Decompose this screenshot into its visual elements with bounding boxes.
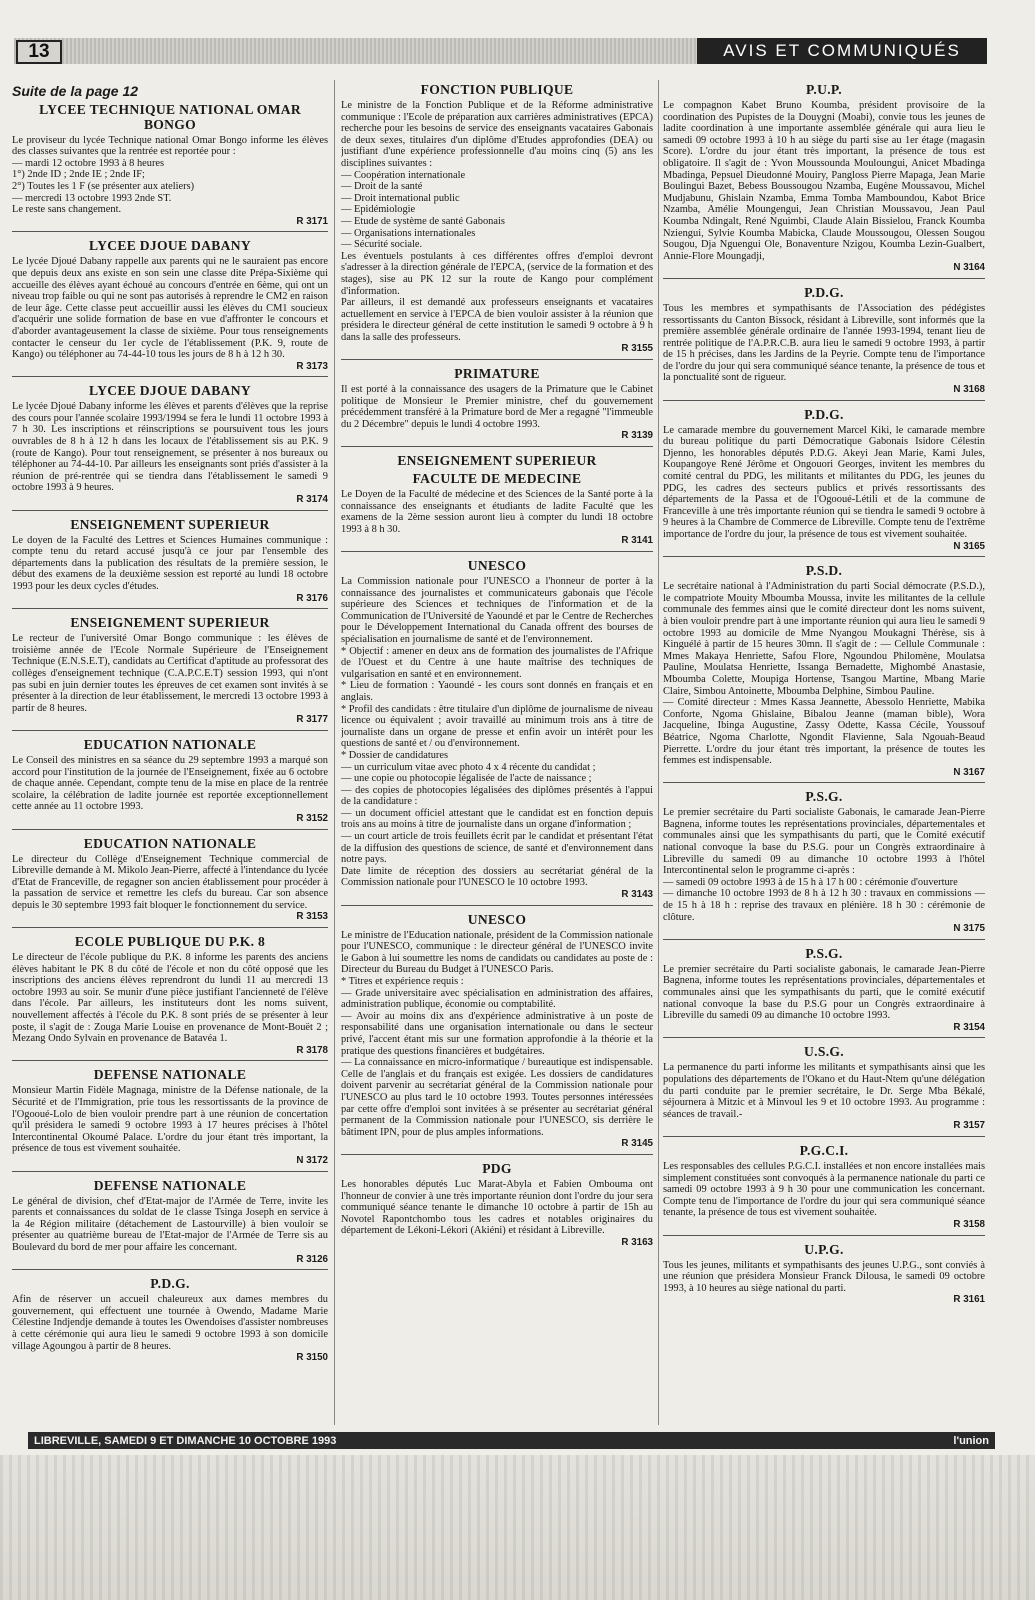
notice-fonction-publique <box>341 82 653 360</box>
notice-text: Le Conseil des ministres en sa séance du 29 septembre 1993 a marqué son accord pour l'institution de la journée de l'Enseignement, fixée au 6 octobre de chaque année. Cependant, compte tenu de la mise en place de la rentrée scolaire, la célébration de ladite journée est reportée exceptionnellement cette année au 11 octobre 1993. <box>12 754 328 813</box>
notice-title: LYCEE DJOUE DABANY <box>88 238 251 254</box>
notice-ecole-pk8 <box>12 934 328 1061</box>
notice-text: Le ministre de la Fonction Publique et de la Réforme administrative communique : l'Ecole de préparation aux carrières administratives (EPCA) recherche pour les besoins de service des enseignants vacataires Gabonais de deux sexes, titulaires d'un diplôme d'Etudes approfondies (DEA) ou justifiant d'une expérience professionnelle d'au moins cinq (5) ans les disciplines suivantes : <box>341 100 653 169</box>
notice-line: Le ministre de l'Education nationale, président de la Commission nationale pour l'UNESCO, communique : le directeur général de l'UNESCO invite le Gabon à lui soumettre les noms de candidats ou candidates au poste de : Directeur du Bureau du Budget à l'UNESCO Paris. <box>341 929 653 976</box>
page-number: 13 <box>16 40 62 64</box>
footer-paper-name: l'union <box>953 1434 989 1447</box>
notice-line: — un court article de trois feuillets écrit par le candidat et présentant l'état de la diffusion des questions de science, de santé et d'environnement dans notre pays. <box>341 831 653 866</box>
notice-lycee-omar-bongo <box>12 102 328 233</box>
notice-ref: R 3171 <box>296 215 328 227</box>
notice-ref: R 3141 <box>621 535 653 547</box>
notice-text: Le directeur du Collège d'Enseignement Technique commercial de Libreville demande à M. Mikolo Jean-Pierre, affecté à l'intendance du lycée d'Etat de Franceville, de regagner son ancien établissement pour procéder à la passation de service et remettre les clefs du bureau. Car son absence depuis le 30 septembre 1993 fait bloquer le fonctionnement du service. <box>12 853 328 911</box>
notice-text: Le doyen de la Faculté des Lettres et Sciences Humaines communique : compte tenu du retard accusé jusqu'à ce jour par l'ensemble des départements dans la publication des résultats de la première session, le début des examens de la deuxième session est reporté au lundi 18 octobre 1993 pour les deux cycles d'études. <box>12 534 328 592</box>
section-title: AVIS ET COMMUNIQUÉS <box>697 38 987 64</box>
notice-enseignement-superieur-2 <box>12 615 328 731</box>
notice-line: * Dossier de candidatures <box>341 749 449 761</box>
notice-djoue-dabany-1 <box>12 238 328 377</box>
notice-text: Les responsables des cellules P.G.C.I. installées et non encore installées mais simplement constituées sont convoqués à la permanence nationale du parti ce samedi 09 octobre 1993 à 9 h 30 pour une communication les concernant. Compte tenu de l'importance de l'ordre du jour qui sera communiqué séance tenante, la présence de tous est vivement souhaitée. <box>663 1160 985 1219</box>
notice-ref: R 3155 <box>621 343 653 355</box>
notice-title: PDG <box>482 1160 512 1176</box>
notice-faculte-medecine <box>341 453 653 552</box>
notice-text: Le lycée Djoué Dabany informe les élèves et parents d'élèves que la reprise des cours pour l'année scolaire 1993/1994 se fera le lundi 11 octobre 1993 à 7 h 30. Les inscriptions et réinscriptions se poursuivent tous les jours ouvrables de 8 h à 12 h dans les locaux de l'établissement sis au P.K. 9 (route de Kango). Pour tout renseignement, se présenter à nos bureaux ou téléphoner au 74-44-10. Par ailleurs les enseignants sont priés d'assister à la réunion de pré-rentrée qui se tiendra dans l'établissement le samedi 9 octobre 1993 à 9 heures. <box>12 401 328 494</box>
notice-defense-nationale-2 <box>12 1178 328 1271</box>
notice-text: Le camarade membre du gouvernement Marcel Kiki, le camarade membre du bureau politique du parti Démocratique Gabonais Isidore Célestin Djenno, les honorables députés P.D.G. Akeyi Jean Marie, Kami Jules, Koupangoye René Jérôme et Ongouori Georges, invitent les membres du comité central du PDG, les militants et militantes du PDG, les jeunes du PDG, les cadres des secteurs publics et privés ressortissants des départements de la Passa et de l'Ogooué-Létili et de la commune de Franceville à une très importante réunion qui se tiendra le samedi 9 octobre à 9 heures à la Chambre de Commerce de Libreville. Compte tenu de l'extrême importance de l'ordre du jour, la présence de tous est vivement souhaitée. <box>663 424 985 540</box>
notice-text: La permanence du parti informe les militants et sympathisants ainsi que les populations des départements de l'Okano et du Haut-Ntem qu'une délégation du parti conduite par le premier secrétaire, le Dr. Serge Mba Békalé, séjournera à Mitzic et à Minvoul les 9 et 10 octobre 1993. Au programme : séances de travail.- <box>663 1062 985 1120</box>
notice-line: Le proviseur du lycée Technique national Omar Bongo informe les élèves des classes suivantes que la rentrée est reportée pour : <box>12 134 328 158</box>
notice-psg-2 <box>663 946 985 1039</box>
notice-title: LYCEE TECHNIQUE NATIONAL OMAR BONGO <box>39 101 301 132</box>
notice-subtitle: FACULTE DE MEDECINE <box>412 471 582 487</box>
notice-title: U.P.G. <box>804 1241 844 1257</box>
notice-line: * Lieu de formation : Yaoundé - les cours sont donnés en français et en anglais. <box>341 680 653 703</box>
notice-ref: N 3165 <box>953 540 985 552</box>
notice-pgci <box>663 1143 985 1236</box>
column-right <box>663 80 985 1425</box>
notice-title: PRIMATURE <box>454 366 540 382</box>
notice-title: P.D.G. <box>804 284 844 300</box>
notice-pup <box>663 82 985 279</box>
notice-pdg-owendo <box>12 1276 328 1368</box>
notice-ref: R 3126 <box>296 1253 328 1265</box>
notice-line: Date limite de réception des dossiers au secrétariat général de la Commission nationale pour l'UNESCO le 10 octobre 1993. <box>341 865 653 889</box>
notice-title: EDUCATION NATIONALE <box>83 736 257 752</box>
notice-line: 1°) 2nde ID ; 2nde IE ; 2nde IF; <box>12 169 145 181</box>
notice-text: Par ailleurs, il est demandé aux professeurs enseignants et vacataires actuellement en service à l'EPCA de bien vouloir assister à la réunion que présidera le directeur général de cette institution le samedi 9 octobre à 9 h dans la salle des professeurs. <box>341 297 653 343</box>
notice-ref: R 3163 <box>621 1236 653 1248</box>
notice-line: * Objectif : amener en deux ans de formation des journalistes de l'Afrique de l'Ouest et du Centre à une haute maîtrise des techniques de vulgarisation en santé et en environnement. <box>341 645 653 680</box>
notice-upg <box>663 1242 985 1310</box>
notice-ref: N 3168 <box>953 384 985 396</box>
notice-line: — une copie ou photocopie légalisée de l'acte de naissance ; <box>341 773 592 785</box>
notice-title: UNESCO <box>467 558 527 573</box>
notice-ref: R 3150 <box>296 1352 328 1364</box>
notice-text: Le compagnon Kabet Bruno Koumba, président provisoire de la coordination des Pupistes de la Douygni (Moabi), convie tous les jeunes de ladite coordination à une importante assemblée générale qui aura lieu le samedi 09 octobre 1993 à 10 h au siège du parti sise au 1er étage (magasin Score). L'ordre du jour étant très important, la présence de tous est obligatoire. Il s'agit de : Yvon Moussounda Mouloungui, Anicet Mbadinga Mbadinga, Pepsuel Dieudonné Mouiry, Pangloss Pierre Mapaga, Jean Marie Boulingui Bazet, Bebess Boussougou Nzamba, Eugène Moussavou, Michel Mudjabunu, Ghislain Nzamba, Emma Tomba Mamboundou, Kabot Brice Nzamba, Amélie Moungengui, Jean Christian Moussavou, Jean Paul Koumba Ndingalt, René Nguimbi, Claude Alain Bissielou, Franck Koumba Nziengui, Sylvie Koumba Mabicka, Claude Moussougou, Olessen Sougou Sougou, Dja Nguengui Ole, Bonaventure Nzigou, Koumba Lezin-Gualbert, Annie-Flore Moungadji, <box>663 100 985 262</box>
notice-title: ENSEIGNEMENT SUPERIEUR <box>70 615 270 631</box>
notice-ref: R 3174 <box>296 494 328 506</box>
notice-list-item: — Droit international public <box>341 192 460 204</box>
notice-line: — Avoir au moins dix ans d'expérience administrative à un poste de responsabilité dans une organisation internationale ou dans le secteur privé, l'accent étant mis sur une formation approfondie à la théorie et la pratique des questions financières et budgétaires. <box>341 1010 653 1057</box>
notice-text: Le premier secrétaire du Parti socialiste gabonais, le camarade Jean-Pierre Bagnena, informe toutes les représentations provinciales, départementales et communales ainsi que les sympathisants du parti, que le comité exécutif national convoque la base du P.S.G pour un Congrès extraordinaire à Libreville du samedi 09 au dimanche 10 octobre 1993. <box>663 963 985 1022</box>
notice-ref: R 3173 <box>296 360 328 372</box>
notice-psg-1 <box>663 789 985 940</box>
notice-title: P.D.G. <box>804 406 844 422</box>
notice-line: — mardi 12 octobre 1993 à 8 heures <box>12 157 165 169</box>
notice-list-item: — Epidémiologie <box>341 204 416 216</box>
notice-title: P.S.G. <box>805 789 843 805</box>
notice-ref: R 3158 <box>953 1218 985 1230</box>
notice-line: — mercredi 13 octobre 1993 2nde ST. <box>12 192 172 204</box>
column-divider <box>334 80 335 1425</box>
notice-line: * Titres et expérience requis : <box>341 976 464 987</box>
notice-pdg-franceville <box>663 407 985 558</box>
footer-bar <box>28 1432 995 1449</box>
notice-ref: R 3152 <box>296 812 328 824</box>
notice-ref: N 3175 <box>953 923 985 935</box>
notice-title: P.S.G. <box>805 945 843 961</box>
notice-education-nationale-2 <box>12 836 328 929</box>
notice-unesco-1 <box>341 558 653 906</box>
notice-ref: R 3161 <box>953 1294 985 1306</box>
notice-line: 2°) Toutes les 1 F (se présenter aux ateliers) <box>12 180 195 192</box>
notice-pdg-bissock <box>663 285 985 401</box>
notice-list-item: — Sécurité sociale. <box>341 239 423 251</box>
notice-line: — La connaissance en micro-informatique / bureautique est indispensable. Celle de l'anglais et du français est exigée. Les dossiers de candidatures doivent parvenir au secrétariat général de la Commission nationale pour l'UNESCO au plus tard le 10 octobre 1993. Toutes personnes intéressées par cette offre d'emploi sont invitées à se présenter au secrétariat général permanent de la Commission nationale pour l'UNESCO, sis derrière le bâtiment IPN, pour de plus amples informations. <box>341 1057 653 1138</box>
notice-title: DEFENSE NATIONALE <box>93 1067 247 1083</box>
column-middle <box>341 80 653 1425</box>
notice-title: EDUCATION NATIONALE <box>83 835 257 851</box>
notice-primature <box>341 366 653 447</box>
notice-unesco-2 <box>341 912 653 1155</box>
notice-text: Les éventuels postulants à ces différentes offres d'emploi devront s'adresser à la direction générale de l'EPCA, (service de la formation et des stages), sise au PK 12 sur la route de Kango pour complément d'information. <box>341 250 653 297</box>
notice-text: Le général de division, chef d'Etat-major de l'Armée de Terre, invite les parents et connaissances du soldat de 1e classe Tsinga Joseph en service à la 4e Région militaire (détachement de Lastourville) à bien vouloir se présenter au quatrième bureau de l'Etat-major de l'Armée de Terre sis au Boulevard du bord de mer pour affaire les concernant. <box>12 1195 328 1253</box>
notice-text: Il est porté à la connaissance des usagers de la Primature que le Cabinet politique de Monsieur le Premier ministre, chef du gouvernement précédemment transféré à la Primature bord de Mer a regagné "l'immeuble du 2 Décembre" depuis le lundi 4 octobre 1993. <box>341 384 653 430</box>
notice-line: — un curriculum vitae avec photo 4 x 4 récente du candidat ; <box>341 761 596 773</box>
footer-date: LIBREVILLE, SAMEDI 9 ET DIMANCHE 10 OCTOBRE 1993 <box>34 1434 337 1447</box>
notice-text: Le lycée Djoué Dabany rappelle aux parents qui ne le sauraient pas encore que depuis deux ans existe en son sein une classe dite Prépa-Sixième qui accueille des élèves ayant échoué au concours d'entrée en 6ème, qui ont un niveau trop faible ou qui ne sont pas autorisés à reprendre le CM2 en raison de leur âge. Cette classe peut accueillir aussi les élèves du CM1 soucieux d'acquérir une solide formation de base en vue d'affronter le concours et d'aborder avantageusement la classe de sixième. Pour tous renseignements contacter le censeur du 1er cycle de l'établissement (P.K. 9, route de Kango) ou téléphoner au 74-44-10 tous les jours de 8 h à 12 h 30. <box>12 256 328 361</box>
notice-title: FONCTION PUBLIQUE <box>420 82 574 97</box>
notice-line: Le reste sans changement. <box>12 204 122 216</box>
notice-text: Les honorables députés Luc Marat-Abyla et Fabien Omboumа ont l'honneur de convier à une très importante réunion dont l'ordre du jour sera communiqué séance tenante le dimanche 10 octobre à partir de 15h au Novotel Rapontchombo tous les cadres et notables originaires du département de Lékoni-Lékori (Akiéni) et résidant à Libreville. <box>341 1178 653 1237</box>
notice-line: — Comité directeur : Mmes Kassa Jeannette, Abessolo Henriette, Mabika Conforte, Ngoma Ghislaine, Bibalou Jeanne (maman bible), Wora Jacqueline, Ibinga Augustine, Zassy Odette, Kassa Cécile, Youssouf Béatrice, Ngoma Charlotte, Ngondit Flavienne, Sala Ngouah-Beaud Pierrette. L'ordre du jour étant très important, la présence de toutes les femmes est indispensable. <box>663 697 985 767</box>
notice-ref: R 3153 <box>296 911 328 923</box>
notice-text: Le directeur de l'école publique du P.K. 8 informe les parents des anciens élèves habitant le PK 8 du côté de l'école et non du côté opposé que les inscriptions des anciens élèves reprendront du lundi 11 au mercredi 13 octobre 1993 au soir. Se munir d'une pièce justifiant l'ancienneté de l'élève dans l'école. Par ailleurs, les instituteurs dont les noms suivent, nouvellement affectés à l'école du P.K. 8 sont priés de se présenter à leur poste, il s'agit de : Zouga Marie Louise en provenance de Mont-Bouët 2 ; Mezang Ondo Sylvain en provenance de Batavéa 1. <box>12 952 328 1045</box>
notice-list-item: — Droit de la santé <box>341 181 423 193</box>
notice-line: — Grade universitaire avec spécialisation en administration des affaires, administration publique, économie ou comptabilité. <box>341 987 653 1011</box>
notice-line: Le secrétaire national à l'Administration du parti Social démocrate (P.S.D.), le compatriote Mouity Mboumba Moussa, invite les militantes de la cellule communale des femmes ainsi que le comité directeur dont les noms suivent, à bien vouloir prendre part à une importante réunion qui aura lieu le samedi 9 octobre 1993 au domicile de Mme Nyangou Moukagni Thérèse, sis à Kinguélé à partir de 15 heures 30mn. Il s'agit de : — Cellule Communale : Mmes Makaya Henriette, Safou Flore, Ngoundou Philomène, Moulatsa Pauline, Moulatsa Henriette, Issanga Bernadette, Mighombé Anastasie, Mboumba Colette, Moupiga Hortense, Tsangou Martine, Mbang Marie Claire, Simbou Antoinette, Mboumba Delphine, Simbou Pauline. <box>663 581 985 697</box>
notice-line: — samedi 09 octobre 1993 à de 15 h à 17 h 00 : cérémonie d'ouverture <box>663 876 958 888</box>
notice-ref: R 3178 <box>296 1044 328 1056</box>
notice-education-nationale-1 <box>12 737 328 830</box>
notice-ref: R 3154 <box>953 1021 985 1033</box>
notice-line: La Commission nationale pour l'UNESCO a l'honneur de porter à la connaissance des journalistes et communicateurs gabonais que l'école supérieure des Sciences et techniques de l'information et de la Communication de l'Université de Yaoundé et par le Centre de Recherches pour le Développement International du Canada offrent des bourses de spécialisation en journalisme de santé et de l'environnement. <box>341 576 653 645</box>
notice-line: * Profil des candidats : être titulaire d'un diplôme de journalisme de niveau licence ou équivalent ; avoir travaillé au minimum trois ans à titre de journaliste dans un organe de presse et enfin avoir un intérêt pour les questions de santé et / ou d'environnement. <box>341 703 653 750</box>
notice-text: Tous les jeunes, militants et sympathisants des jeunes U.P.G., sont conviés à une réunion que présidera Monsieur Franck Dilousa, le samedi 09 octobre 1993, à 10 heures au siège national du parti. <box>663 1259 985 1294</box>
notice-line: — un document officiel attestant que le candidat est en fonction depuis trois ans au moins à titre de journaliste dans un organe d'information ; <box>341 807 653 831</box>
notice-line: — des copies de photocopies légalisées des diplômes présentés à l'appui de la candidature : <box>341 784 653 808</box>
notice-title: ENSEIGNEMENT SUPERIEUR <box>70 516 270 532</box>
notice-ref: R 3177 <box>296 714 328 726</box>
notice-title: U.S.G. <box>804 1044 844 1060</box>
notice-title: UNESCO <box>467 911 527 927</box>
column-divider <box>658 80 659 1425</box>
notice-title: ENSEIGNEMENT SUPERIEUR <box>397 453 597 469</box>
notice-text: Le Doyen de la Faculté de médecine et des Sciences de la Santé porte à la connaissance des enseignants et étudiants de ladite Faculté que les examens de la 2ème session auront lieu à compter du lundi 18 octobre 1993 à 8 h 30. <box>341 489 653 535</box>
notice-list-item: — Organisations internationales <box>341 227 476 239</box>
notice-list-item: — Etude de système de santé Gabonais <box>341 215 505 227</box>
notice-text: Le recteur de l'université Omar Bongo communique : les élèves de troisième année de l'Ecole Normale Supérieure de l'Enseignement Technique (E.N.S.E.T), candidats au Certificat d'aptitude au professorat des collèges d'enseignement technique (C.A.P.C.E.T) session 1993, qui n'ont pas subi en juin dernier toutes les épreuves de cet examen sont invités à se présenter à la direction de leur établissement, le mercredi 13 octobre 1993 à partir de 8 heures. <box>12 633 328 714</box>
notice-ref: N 3167 <box>953 766 985 778</box>
notice-text: Monsieur Martin Fidèle Magnaga, ministre de la Défense nationale, de la Sécurité et de l'Immigration, prie tous les ressortissants de la province de l'Ogooué-Lolo de bien vouloir prendre part à une réunion de concertation qu'il présidera le samedi 9 octobre 1993 à 17 heures précises à l'hôtel Intercontinental Okoumé Palace. L'ordre du jour étant très important, la présence de tous est vivement souhaitée. <box>12 1085 328 1155</box>
notice-ref: R 3143 <box>621 889 653 901</box>
notice-ref: R 3145 <box>621 1138 653 1150</box>
notice-title: P.D.G. <box>150 1276 190 1292</box>
notice-usg <box>663 1044 985 1137</box>
notice-djoue-dabany-2 <box>12 383 328 510</box>
continuation-note: Suite de la page 12 <box>12 83 139 99</box>
notice-title: P.U.P. <box>806 82 842 97</box>
notice-ref: N 3172 <box>296 1154 328 1166</box>
notice-title: ECOLE PUBLIQUE DU P.K. 8 <box>74 934 266 950</box>
notice-title: LYCEE DJOUE DABANY <box>88 383 251 399</box>
notice-defense-nationale-1 <box>12 1067 328 1171</box>
notice-title: P.S.D. <box>805 563 843 579</box>
notice-ref: N 3164 <box>953 262 985 274</box>
notice-text: Tous les membres et sympathisants de l'Association des pédégistes ressortissants du Canton Bissock, résidant à Libreville, sont informés que la première assemblée générale ordinaire de l'année 1993-1994, tenant lieu de rentrée politique de l'A.P.R.C.B. aura lieu le samedi 9 octobre 1993, à partir de 15 h précises, dans les Jardins de la Peyrie. Compte tenu de l'importance de l'ordre du jour qui sera communiqué séance tenante, la présence de tous et la ponctualité sont de rigueur. <box>663 302 985 384</box>
notice-ref: R 3157 <box>953 1120 985 1132</box>
column-left <box>12 80 328 1425</box>
notice-ref: R 3176 <box>296 592 328 604</box>
notice-list-item: — Coopération internationale <box>341 169 466 181</box>
notice-line: — dimanche 10 octobre 1993 de 8 h à 12 h 30 : travaux en commissions — de 15 h à 18 h : reprise des travaux en plénière. 18 h 30 : cérémonie de clôture. <box>663 888 985 923</box>
notice-enseignement-superieur-1 <box>12 517 328 610</box>
notice-title: DEFENSE NATIONALE <box>93 1177 247 1193</box>
notice-psd <box>663 563 985 783</box>
notice-ref: R 3139 <box>621 430 653 442</box>
notice-text: Afin de réserver un accueil chaleureux aux dames membres du gouvernement, qui effectuent une tournée à Owendo, Madame Marie Célestine Indjendje demande à toutes les Owendoises d'assister nombreuses à cette cérémonie qui aura lieu le samedi 9 octobre 1993 à son domicile village Agoungou à partir de 8 heures. <box>12 1294 328 1352</box>
scan-margin <box>0 1455 1035 1600</box>
notice-line: Le premier secrétaire du Parti socialiste Gabonais, le camarade Jean-Pierre Bagnena, informe toutes les représentations provinciales, départementales et communales ainsi que les sympathisants du parti, que le Comité exécutif national convoque la base du P.S.G. pour un Congrès extraordinaire à Libreville du samedi 09 au dimanche 10 octobre 1993 à l'hôtel Intercontinental selon le programme ci-après : <box>663 807 985 877</box>
notice-title: P.G.C.I. <box>799 1142 849 1158</box>
notice-pdg-lekoni <box>341 1161 653 1253</box>
